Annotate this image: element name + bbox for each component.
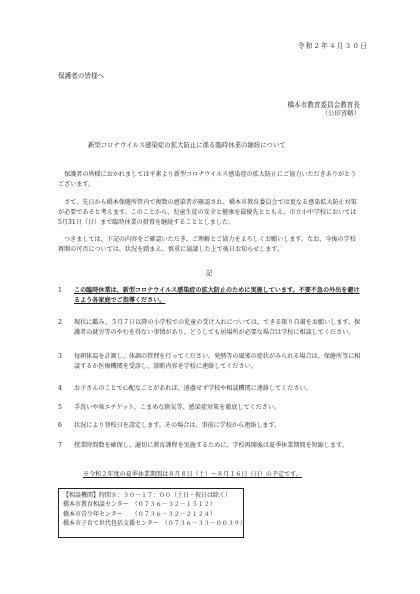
item-number: 6 (58, 422, 62, 429)
item-number: 7 (58, 442, 62, 449)
document-title: 新型コロナウイルス感染症の拡大防止に係る臨時休業の継続について (88, 141, 286, 149)
item-number: 3 (58, 353, 62, 360)
body-paragraph-1: 保護者の皆様におかれましては平素より新型コロナウイルス感染症の拡大防止にご協力いただきありがとうございます。 (58, 171, 357, 188)
item-number: 2 (58, 319, 62, 326)
item-text: 現状に鑑み、５月７日以降の小学校での児童の受け入れについては、できる限り自粛をお願いします。保護者の就労等のやむを得ない事情があり、どうしても居場所が必要な場合は学校に相談してください。 (74, 319, 361, 336)
seal-note: （公印省略） (321, 109, 360, 117)
item-text: 毎朝体温を計測し、体調の管理を行ってください。発熱等の風邪の症状がみられる場合は、保健所等に相談するか医療機関を受診し、診断内容を学校に連絡してください。 (74, 353, 361, 370)
contact-line: 橋本市教育相談センター （０７３６－３２－１５１２） (63, 501, 216, 509)
ki-heading: 記 (206, 269, 213, 277)
item-number: 4 (58, 385, 62, 392)
issue-date: 令和２年４月３０日 (297, 42, 368, 50)
item-number: 1 (58, 287, 62, 294)
sender-name: 橋本市教育委員会教育長 (287, 101, 360, 109)
item-number: 5 (58, 404, 62, 411)
item-text: 授業時間数を確保し、適切に教育課程を実施するために、学校再開後は夏季休業期間を短縮します。 (74, 442, 348, 449)
summer-break-note: ※令和２年度の夏季休業期間は８月８日（土）～８月１６日（日）の予定です。 (83, 471, 302, 478)
contact-box (58, 488, 244, 538)
contact-line: 橋本市子育て世代包括支援センター （０７３６－３３－００３９） (63, 520, 246, 528)
body-paragraph-2: さて、先日から橋本保健所管内で複数の感染者が確認され、橋本市教育委員会では更なる感染拡大防止対策が必要であると考えます。このことから、児童生徒の安全と健康を最優先とともえ、市立小中学校においては5月31日（日）まで臨時休業の措置を継続することとしました。 (58, 199, 357, 226)
recipient: 保護者の皆様へ (58, 72, 105, 80)
item-text: 手洗いや咳エチケット、こまめな換気等、感染症対策を徹底してください。 (74, 404, 281, 411)
contact-header: 【相談機関】時間８：３０～１７：００（土日・祝日は除く） (63, 492, 232, 499)
body-paragraph-3: つきましては、下記の内容をご確認いただき、ご理解とご協力をよろしくお願いします。なお、今後の学校再開の可否については、状況を踏まえ、慎重に協議した上で後日お知らせします。 (58, 236, 356, 253)
contact-line: 橋本市青少年センター （０７３６－３２－２１２４） (63, 510, 216, 518)
item-text: 状況により登校日を設定します。その場合は、事前に学校から連絡します。 (74, 422, 281, 429)
item-text: お子さんのことで心配なことがあれば、遠慮せず学校や相談機関に連絡してください。 (74, 385, 312, 392)
item-text: この臨時休業は、新型コロナウイルス感染症の拡大防止のために実施しています。不要不急の外出を避けるよう各家庭でご指導ください。 (74, 287, 360, 304)
